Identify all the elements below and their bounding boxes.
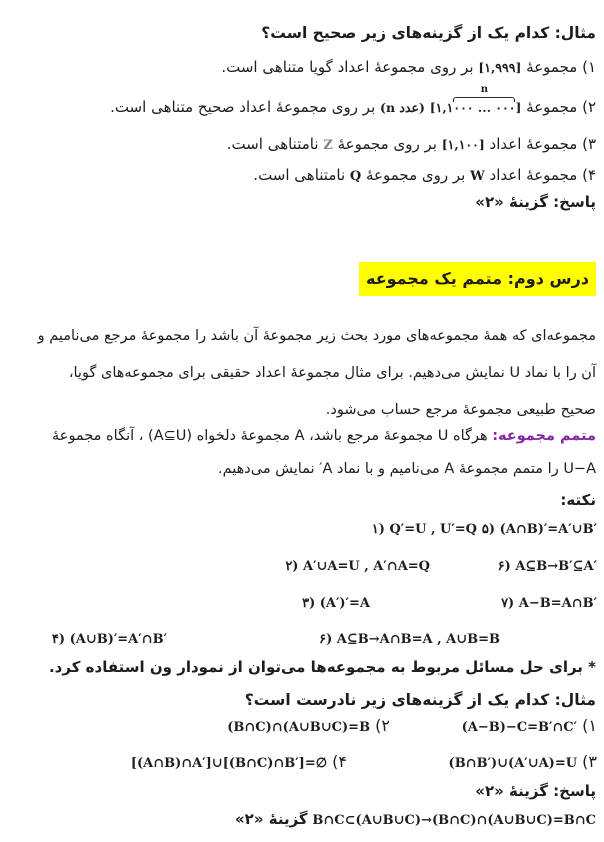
note-row — [0, 555, 604, 592]
option-number: ۳) — [582, 135, 596, 153]
option-text: بر روی مجموعهٔ — [366, 166, 466, 184]
option-text: بر روی مجموعهٔ اعداد صحیح متناهی است. — [110, 98, 376, 116]
note-item-2: ۲) A′∪A=U , A′∩A=Q — [285, 559, 430, 574]
option-text: نامتناهی است. — [253, 166, 346, 184]
example2-options-row-1 — [0, 713, 604, 749]
note-item-4: ۴) (A∪B)′=A′∩B′ — [51, 632, 167, 647]
solution-formula: B∩C⊂(A∪B∪C)→(B∩C)∩(A∪B∪C)=B∩C — [312, 813, 596, 828]
set-symbol-w: W — [470, 169, 485, 184]
note-row — [0, 592, 604, 629]
option-text: مجموعهٔ اعداد — [489, 135, 578, 153]
example1-title: مثال: کدام یک از گزینه‌های زیر صحیح است؟ — [261, 24, 596, 42]
interval-math — [429, 84, 522, 115]
option-formula: (B∩C)∩(A∪B∪C)=B — [227, 720, 371, 735]
solution-label: گزینهٔ «۲» — [234, 810, 308, 828]
example1-option-4 — [4, 165, 596, 187]
intro-line-3: صحیح طبیعی مجموعهٔ مرجع حساب می‌شود. — [325, 402, 596, 418]
lesson-heading-row — [4, 262, 596, 296]
set-symbol-z: Z — [323, 138, 333, 153]
answer-line-1: پاسخ: گزینهٔ «۲» — [475, 193, 596, 211]
example2-option-4 — [131, 752, 347, 771]
interval-close: ] — [515, 100, 522, 115]
option-number: ۲) — [582, 98, 596, 116]
example2-options-row-2 — [0, 749, 604, 785]
example2-option-1 — [462, 716, 597, 735]
interval-math: [۱,۱۰۰] — [441, 137, 485, 152]
example2-option-3 — [449, 752, 597, 771]
option-formula: (A−B)−C=B′∩C′ — [461, 720, 578, 735]
option-text: مجموعهٔ اعداد — [489, 166, 578, 184]
venn-tip: * برای حل مسائل مربوط به مجموعه‌ها می‌توان از نمودار ون استفاده کرد. — [48, 658, 596, 676]
note-item-6: ۶) A⊆B→B′⊆A′ — [497, 559, 597, 574]
option-formula: (B∩B′)∪(A′∪A)=U — [448, 756, 578, 771]
set-symbol-q: Q — [349, 169, 362, 184]
intro-line-2: آن را با نماد U نمایش می‌دهیم. برای مثال مجموعهٔ اعداد حقیقی برای مجموعه‌های گویا، — [68, 365, 596, 381]
answer-line-2: پاسخ: گزینهٔ «۲» — [475, 782, 596, 800]
note-label: نکته: — [560, 491, 596, 509]
overbrace-label: n — [480, 84, 489, 95]
complement-def-text: هرگاه U مجموعهٔ مرجع باشد، A مجموعهٔ دلخواه (A⊆U) ، آنگاه مجموعهٔ — [52, 428, 488, 444]
note-item-7: ۷) A−B=A∩B′ — [501, 596, 597, 611]
option-number: ۴) — [582, 166, 596, 184]
note-item-3: ۳) (A′)′=A — [302, 596, 370, 611]
option-text: مجموعهٔ — [526, 58, 578, 76]
complement-def-line-1 — [4, 426, 596, 447]
example2-title: مثال: کدام یک از گزینه‌های زیر نادرست است؟ — [244, 691, 596, 709]
overbrace — [453, 84, 516, 115]
lesson-heading: درس دوم: متمم یک مجموعه — [359, 262, 596, 296]
complement-def-label: متمم مجموعه: — [492, 428, 596, 444]
option-text: بر روی مجموعهٔ — [337, 135, 437, 153]
option-text: مجموعهٔ — [526, 98, 578, 116]
interval-open: [۱,۱ — [429, 100, 454, 115]
option-number: ۳) — [582, 752, 597, 771]
option-number: ۱) — [582, 716, 597, 735]
option-number: ۲) — [375, 716, 390, 735]
option-formula: [(A∩B)∩A′]∪[(B∩C)∩B′]=∅ — [130, 756, 328, 771]
complement-def-line-2: U−A را متمم مجموعهٔ A می‌نامیم و با نماد A′ نمایش می‌دهیم. — [218, 461, 596, 477]
digit-count-note: (n عدد) — [380, 100, 425, 115]
note-item-8: ۶) A⊆B→A∩B=A , A∪B=B — [319, 632, 500, 647]
note-item-5: ۵) (A∩B)′=A′∪B′ — [481, 522, 597, 537]
interval-math: [۱,۹۹۹] — [478, 60, 522, 75]
zeros-run: ۰۰۰ ... ۰۰۰ — [453, 100, 516, 115]
option-number: ۱) — [582, 58, 596, 76]
note-item-1: ۱) Q′=U , U′=Q — [371, 522, 477, 537]
example1-option-1 — [4, 57, 596, 79]
note-row — [0, 518, 604, 555]
example1-option-3 — [4, 134, 596, 156]
option-number: ۴) — [332, 752, 347, 771]
example1-option-2 — [4, 84, 596, 119]
intro-line-1: مجموعه‌ای که همهٔ مجموعه‌های مورد بحث زیر مجموعهٔ آن باشد را مجموعهٔ مرجع می‌نامیم و — [37, 328, 596, 344]
solution-line — [4, 809, 596, 831]
option-text: بر روی مجموعهٔ اعداد گویا متناهی است. — [221, 58, 474, 76]
option-text: نامتناهی است. — [226, 135, 319, 153]
example2-option-2 — [227, 716, 390, 735]
